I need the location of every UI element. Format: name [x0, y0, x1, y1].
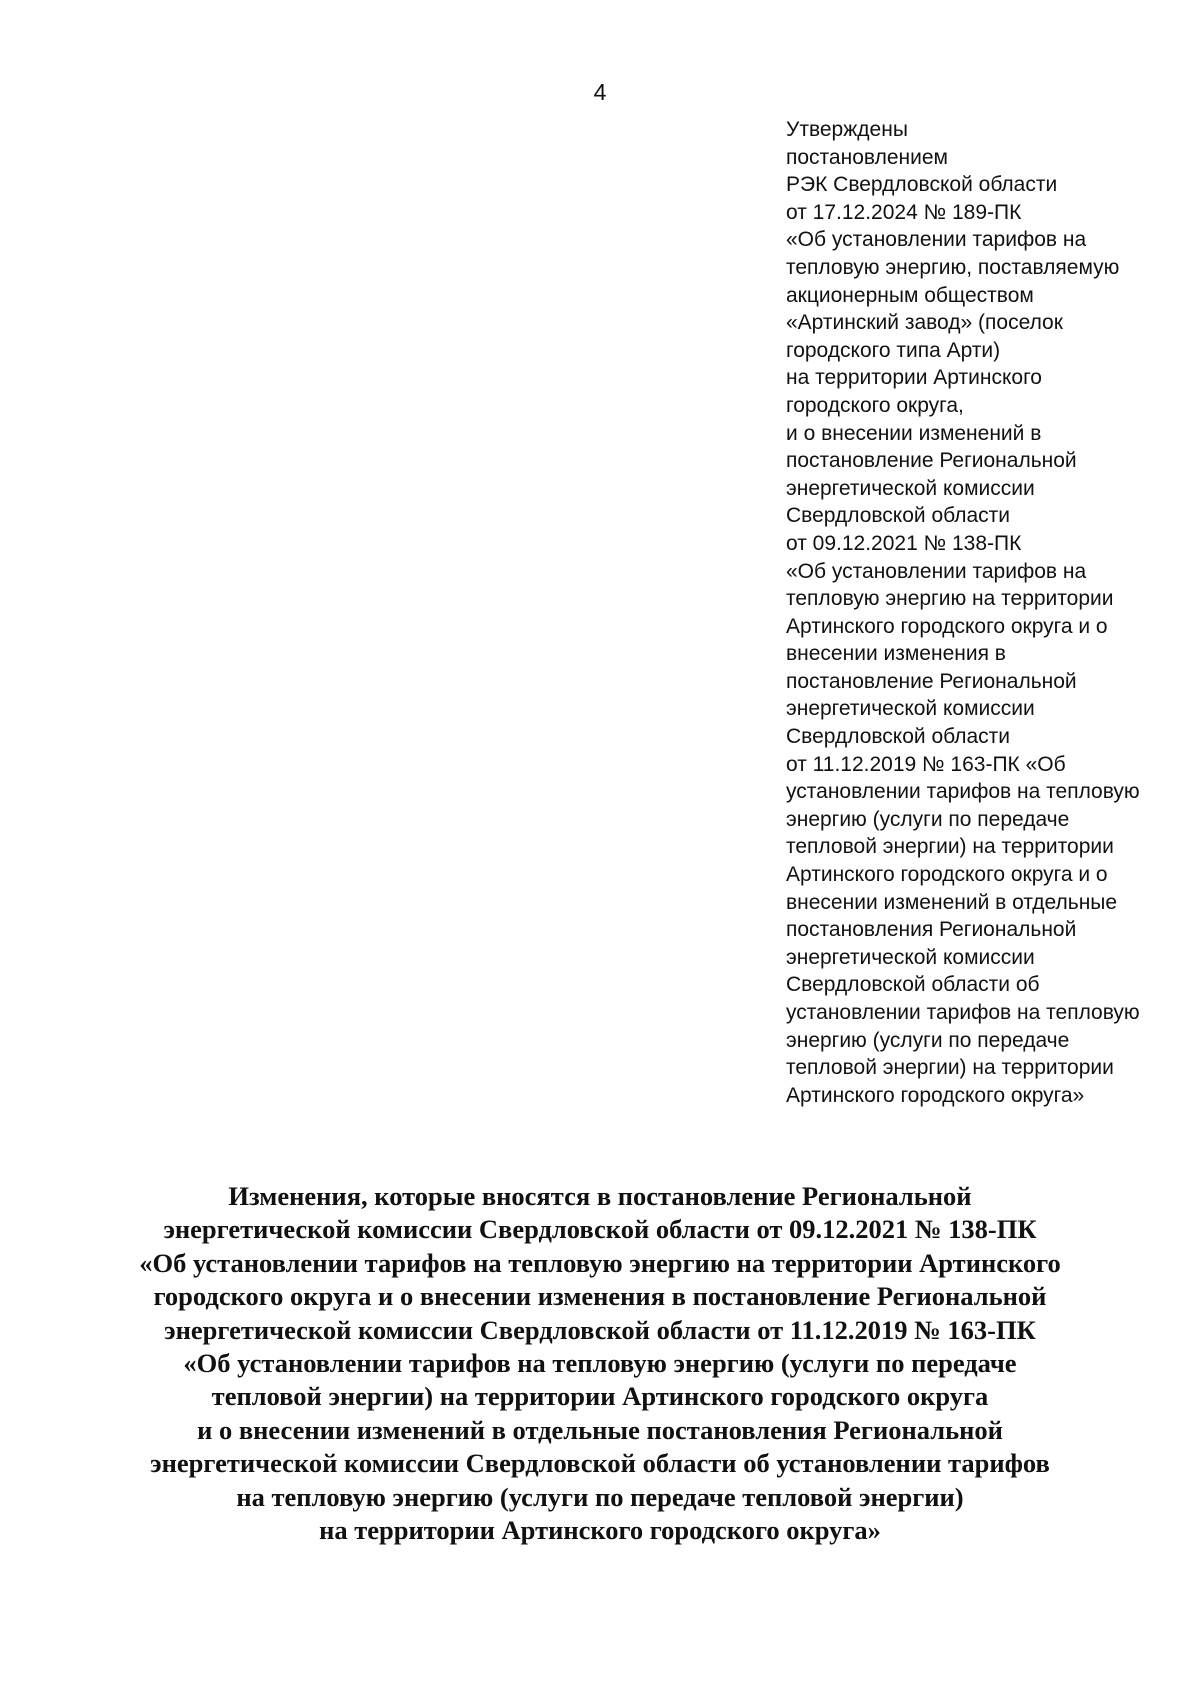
approval-line: тепловой энергии) на территории [786, 835, 1114, 859]
approval-line: внесении изменения в [786, 642, 1006, 666]
approval-line: тепловую энергию, поставляемую [786, 255, 1120, 279]
approval-line: тепловой энергии) на территории [786, 1056, 1114, 1080]
title-line: и о внесении изменений в отдельные постановления Региональной [197, 1414, 1003, 1445]
approval-line: тепловую энергию на территории [786, 587, 1114, 611]
approval-line: Свердловской области [786, 725, 1011, 749]
title-line: энергетической комиссии Свердловской области об установлении тарифов [150, 1448, 1050, 1479]
approval-line: от 11.12.2019 № 163-ПК «Об [786, 752, 1066, 776]
page-number: 4 [593, 79, 607, 105]
approval-line: энергетической комиссии [786, 945, 1035, 969]
approval-line: на территории Артинского [786, 366, 1042, 390]
approval-line: установлении тарифов на тепловую [786, 1001, 1140, 1024]
approval-line: энергетической комиссии [786, 697, 1035, 721]
title-line: энергетической комиссии Свердловской области от 09.12.2021 № 138-ПК [163, 1214, 1037, 1245]
approval-line: Артинского городского округа и о [786, 863, 1108, 887]
approval-line: и о внесении изменений в [786, 421, 1042, 445]
approval-line: установлении тарифов на тепловую [786, 780, 1140, 804]
approval-line: постановление Региональной [786, 669, 1077, 693]
approval-line: от 17.12.2024 № 189-ПК [786, 200, 1022, 224]
approval-line: акционерным обществом [786, 283, 1034, 307]
approval-line: Свердловской области об [786, 973, 1040, 997]
approval-line: энергию (услуги по передаче [786, 1028, 1070, 1052]
document-title [60, 1180, 1140, 1547]
approval-line: Свердловской области [786, 504, 1011, 528]
approval-line: от 09.12.2021 № 138-ПК [786, 531, 1022, 555]
approval-line: постановлением [786, 145, 948, 169]
title-line: на тепловую энергию (услуги по передаче тепловой энергии) [236, 1481, 964, 1512]
approval-line: Артинского городского округа» [786, 1083, 1085, 1107]
approval-line: Артинского городского округа и о [786, 614, 1108, 638]
title-line: «Об установлении тарифов на тепловую энергию на территории Артинского [139, 1247, 1061, 1278]
approval-line: постановление Региональной [786, 449, 1077, 473]
title-line: тепловой энергии) на территории Артинского городского округа [211, 1381, 989, 1412]
approval-line: постановления Региональной [786, 918, 1077, 942]
title-line: Изменения, которые вносятся в постановление Региональной [228, 1181, 972, 1211]
approval-line: городского округа, [786, 393, 964, 417]
approval-line: энергию (услуги по передаче [786, 807, 1070, 831]
title-line: городского округа и о внесении изменения в постановление Региональной [153, 1281, 1047, 1312]
approval-line: «Артинский завод» (поселок [786, 311, 1063, 335]
title-line: на территории Артинского городского округа» [319, 1515, 881, 1546]
approval-line: энергетической комиссии [786, 476, 1035, 500]
title-line: «Об установлении тарифов на тепловую энергию (услуги по передаче [183, 1348, 1017, 1379]
approval-line: «Об установлении тарифов на [786, 228, 1087, 252]
approval-line: РЭК Свердловской области [786, 173, 1058, 197]
approval-block [786, 116, 1186, 1109]
approval-line: городского типа Арти) [786, 338, 1001, 362]
approval-line: «Об установлении тарифов на [786, 559, 1087, 583]
approval-line: Утверждены [786, 118, 908, 141]
approval-line: внесении изменений в отдельные [786, 890, 1118, 914]
title-line: энергетической комиссии Свердловской области от 11.12.2019 № 163-ПК [164, 1314, 1036, 1345]
